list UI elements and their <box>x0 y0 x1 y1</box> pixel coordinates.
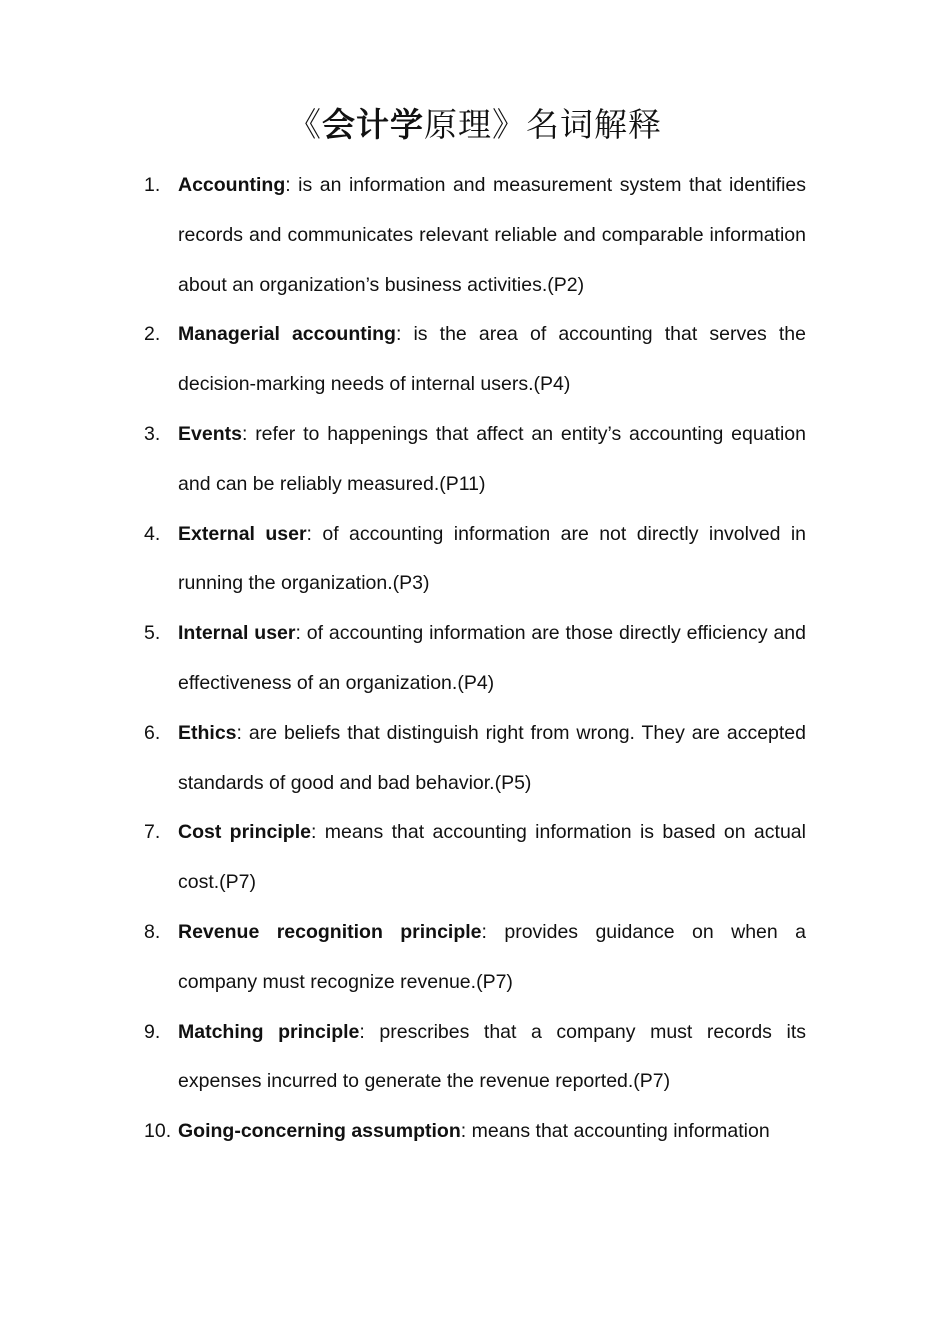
item-number: 1. <box>144 174 161 196</box>
item-term: Managerial accounting <box>178 323 396 346</box>
item-definition: : means that accounting information is based on actual cost.(P7) <box>178 821 806 894</box>
title-open-bracket: 《 <box>288 105 322 144</box>
item-number: 5. <box>144 622 161 645</box>
list-item <box>140 161 806 310</box>
item-term: External user <box>178 522 307 545</box>
list-item <box>140 510 806 610</box>
item-number: 8. <box>144 920 161 943</box>
item-term: Ethics <box>178 721 237 744</box>
list-item <box>140 609 806 709</box>
item-definition: : is the area of accounting that serves the decision-marking needs of internal users.(P4) <box>178 323 806 396</box>
list-item <box>140 410 806 510</box>
item-number: 3. <box>144 422 161 445</box>
item-definition: : means that accounting information <box>460 1120 770 1143</box>
item-number: 10. <box>144 1120 172 1143</box>
list-item <box>140 1008 806 1108</box>
list-item <box>140 709 806 809</box>
item-definition: : of accounting information are those directly efficiency and effectiveness of an organization.(P4) <box>178 622 806 694</box>
item-term: Cost principle <box>178 821 311 844</box>
title-rest: 原理》名词解释 <box>424 105 662 144</box>
item-number: 4. <box>144 522 161 545</box>
item-definition: : prescribes that a company must records its expenses incurred to generate the revenue reported.(P7) <box>178 1020 806 1093</box>
item-term: Matching principle <box>178 1020 360 1043</box>
item-definition: : is an information and measurement system that identifies records and communicates relevant reliable and comparable information about an organization’s business activities.(P2) <box>178 174 806 296</box>
page-title <box>0 100 950 150</box>
list-item <box>140 908 806 1008</box>
item-term: Revenue recognition principle <box>178 920 482 943</box>
glossary-list <box>140 161 806 1157</box>
item-number: 9. <box>144 1020 161 1043</box>
item-term: Accounting <box>178 174 286 196</box>
item-number: 2. <box>144 323 161 346</box>
list-item <box>140 808 806 908</box>
item-definition: : refer to happenings that affect an entity’s accounting equation and can be reliably measured.(P11) <box>178 422 806 495</box>
item-term: Going-concerning assumption <box>178 1120 461 1143</box>
list-item <box>140 1107 806 1157</box>
title-bold-part: 会计学 <box>322 105 424 144</box>
item-term: Internal user <box>178 622 296 645</box>
item-number: 6. <box>144 721 161 744</box>
item-definition: : are beliefs that distinguish right from wrong. They are accepted standards of good and bad behavior.(P5) <box>178 721 806 794</box>
list-item <box>140 310 806 410</box>
item-definition: : provides guidance on when a company must recognize revenue.(P7) <box>178 920 806 993</box>
item-number: 7. <box>144 821 161 844</box>
item-term: Events <box>178 422 242 445</box>
item-definition: : of accounting information are not directly involved in running the organization.(P3) <box>178 522 806 595</box>
